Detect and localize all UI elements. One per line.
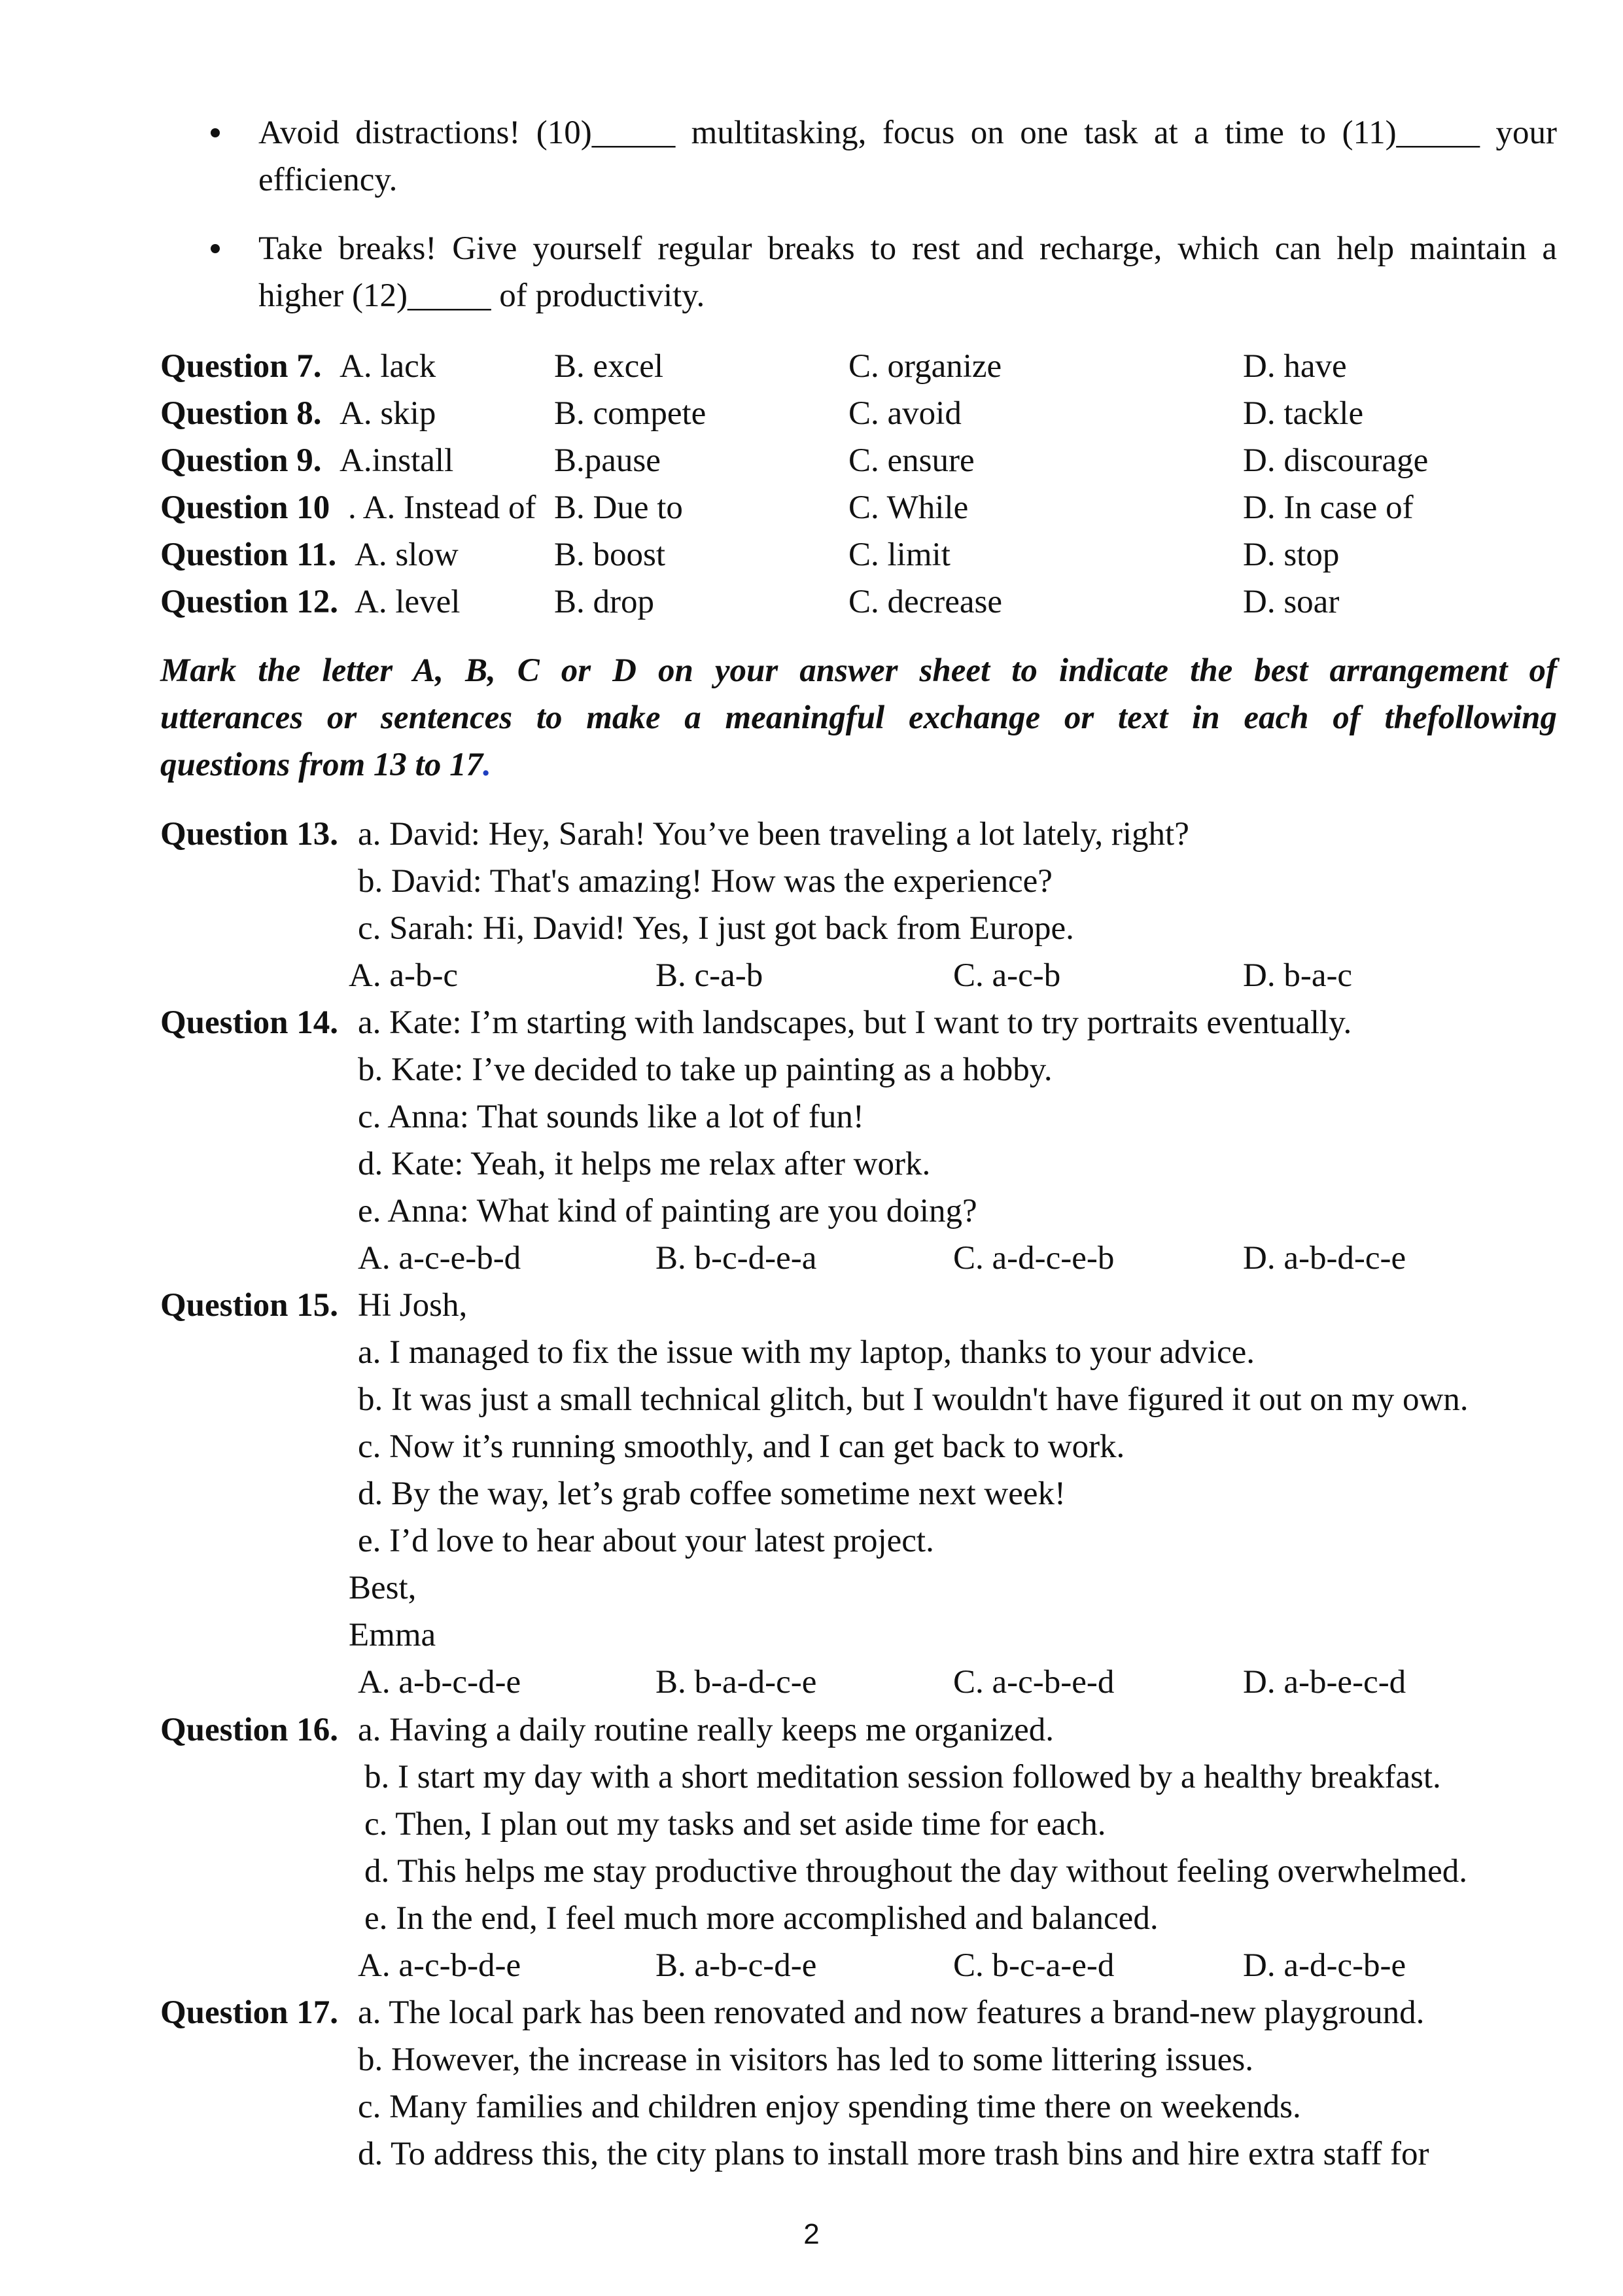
q16-line-d: d. This helps me stay productive throughout the day without feeling overwhelmed. [364,1853,1467,1890]
page-number: 2 [803,2218,820,2250]
q14-line-b: b. Kate: I’ve decided to take up painting as a hobby. [358,1051,1053,1088]
option-c: C. a-c-b [953,957,1061,994]
q14-line-c: c. Anna: That sounds like a lot of fun! [358,1099,864,1135]
option-a: A.install [340,442,454,479]
option-a: A. level [355,584,461,620]
q13-line-b: b. David: That's amazing! How was the experience? [358,863,1053,900]
option-a: A. slow [355,537,459,573]
option-a: A. lack [340,348,436,385]
option-c: C. While [848,489,969,526]
question-label: Question 12. [160,584,339,620]
question-label: Question 8. [160,395,322,432]
option-a: . A. Instead of [348,489,536,526]
question-label: Question 9. [160,442,322,479]
option-b: B. b-c-d-e-a [655,1240,817,1277]
option-d: D. a-b-e-c-d [1243,1664,1406,1701]
q14-line-e: e. Anna: What kind of painting are you doing? [358,1193,977,1229]
option-b: B. Due to [554,489,683,526]
option-d: D. a-d-c-b-e [1243,1947,1406,1984]
question-label: Question 7. [160,348,322,385]
question-label: Question 15. [160,1287,339,1324]
q15-line-b: b. It was just a small technical glitch, but I wouldn't have figured it out on my own. [358,1381,1469,1418]
question-label: Question 14. [160,1004,339,1041]
option-c: C. decrease [848,584,1003,620]
option-b: B. b-a-d-c-e [655,1664,817,1701]
instruction-period: . [483,747,491,783]
option-c: C. organize [848,348,1002,385]
question-label: Question 10 [160,489,330,526]
q13-line-c: c. Sarah: Hi, David! Yes, I just got back from Europe. [358,910,1074,947]
option-b: B. a-b-c-d-e [655,1947,817,1984]
bullet-1-line-1: Avoid distractions! (10)_____ multitasking, focus on one task at a time to (11)_____ your [258,115,1557,151]
question-label: Question 11. [160,537,337,573]
question-label: Question 13. [160,816,339,853]
option-d: D. b-a-c [1243,957,1353,994]
instruction-line-1: Mark the letter A, B, C or D on your answer sheet to indicate the best arrangement of [160,652,1557,689]
q15-closing: Best, [349,1570,417,1606]
option-c: C. ensure [848,442,975,479]
option-c: C. a-d-c-e-b [953,1240,1115,1277]
option-b: B. boost [554,537,666,573]
option-c: C. avoid [848,395,962,432]
option-c: C. a-c-b-e-d [953,1664,1115,1701]
q15-line-c: c. Now it’s running smoothly, and I can get back to work. [358,1428,1125,1465]
instruction-text: questions from 13 to 17 [160,747,483,783]
option-b: B. c-a-b [655,957,763,994]
option-d: D. soar [1243,584,1340,620]
option-a: A. skip [340,395,436,432]
option-a: A. a-c-b-d-e [358,1947,521,1984]
option-d: D. have [1243,348,1347,385]
bullet-2-line-2: higher (12)_____ of productivity. [258,277,705,314]
instruction-line-2: utterances or sentences to make a meaningful exchange or text in each of thefollowing [160,699,1557,736]
bullet-dot [211,244,220,253]
q13-line-a: a. David: Hey, Sarah! You’ve been traveling a lot lately, right? [358,816,1189,853]
option-d: D. a-b-d-c-e [1243,1240,1406,1277]
q17-line-a: a. The local park has been renovated and now features a brand-new playground. [358,1994,1425,2031]
q15-signature: Emma [349,1617,436,1653]
q16-line-b: b. I start my day with a short meditation session followed by a healthy breakfast. [364,1759,1441,1795]
q17-line-c: c. Many families and children enjoy spending time there on weekends. [358,2089,1301,2125]
q15-line-a: a. I managed to fix the issue with my laptop, thanks to your advice. [358,1334,1255,1371]
option-b: B. excel [554,348,664,385]
option-c: C. b-c-a-e-d [953,1947,1115,1984]
q16-line-a: a. Having a daily routine really keeps me organized. [358,1712,1055,1748]
instruction-line-3 [160,749,491,782]
option-a: A. a-c-e-b-d [358,1240,521,1277]
option-b: B. drop [554,584,654,620]
q15-greeting: Hi Josh, [358,1287,468,1324]
option-c: C. limit [848,537,951,573]
option-d: D. discourage [1243,442,1429,479]
q15-line-d: d. By the way, let’s grab coffee sometime next week! [358,1475,1066,1512]
bullet-1-line-2: efficiency. [258,162,398,198]
option-a: A. a-b-c-d-e [358,1664,521,1701]
q17-line-d: d. To address this, the city plans to install more trash bins and hire extra staff for [358,2136,1429,2172]
option-d: D. In case of [1243,489,1414,526]
q16-line-e: e. In the end, I feel much more accomplished and balanced. [364,1900,1159,1937]
option-b: B. compete [554,395,707,432]
option-b: B.pause [554,442,661,479]
q16-line-c: c. Then, I plan out my tasks and set aside time for each. [364,1806,1106,1843]
option-a: A. a-b-c [349,957,459,994]
q14-line-a: a. Kate: I’m starting with landscapes, but I want to try portraits eventually. [358,1004,1352,1041]
question-label: Question 17. [160,1994,339,2031]
q14-line-d: d. Kate: Yeah, it helps me relax after work. [358,1146,931,1182]
option-d: D. tackle [1243,395,1364,432]
option-d: D. stop [1243,537,1340,573]
q17-line-b: b. However, the increase in visitors has led to some littering issues. [358,2041,1254,2078]
question-label: Question 16. [160,1712,339,1748]
q15-line-e: e. I’d love to hear about your latest project. [358,1523,934,1559]
bullet-dot [211,128,220,137]
bullet-2-line-1: Take breaks! Give yourself regular breaks to rest and recharge, which can help maintain a [258,230,1557,267]
